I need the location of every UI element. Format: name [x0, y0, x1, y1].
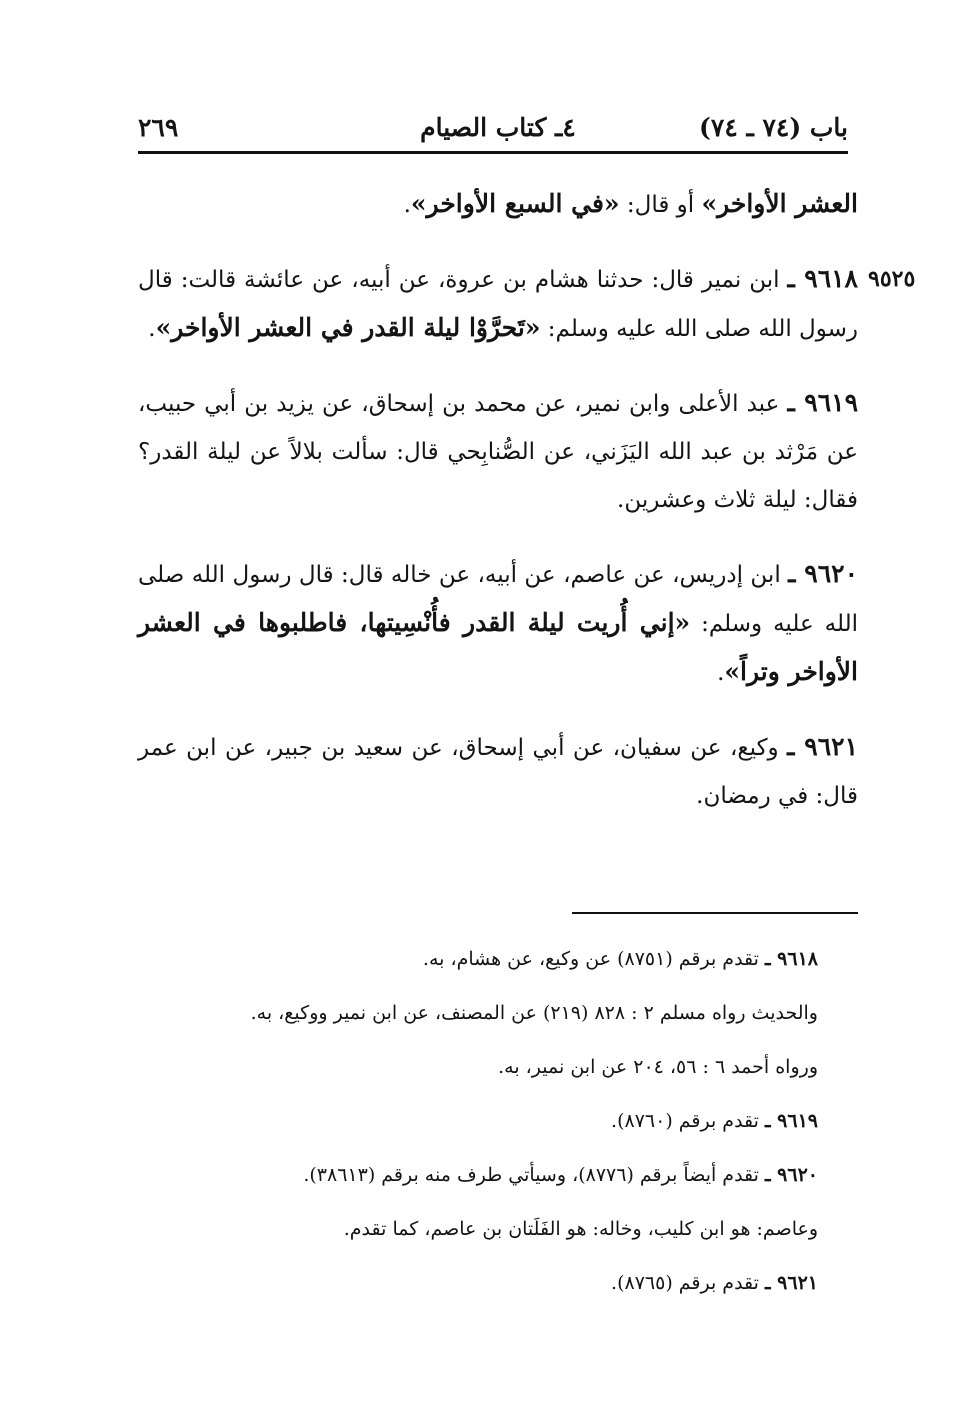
footnote-text: والحديث رواه مسلم ٢ : ٨٢٨ (٢١٩) عن المصنف، عن ابن نمير ووكيع، به. [250, 1002, 818, 1024]
footnote [138, 1256, 818, 1310]
footnote-number: ٩٦١٨ ـ [764, 948, 818, 970]
hadith-text: ابن نمير قال: حدثنا هشام بن عروة، عن أبيه، عن عائشة قالت: قال رسول الله صلى الله عليه وسلم: [138, 267, 858, 342]
quote-bold: العشر الأواخر» [701, 189, 858, 218]
footnote-text: تقدم برقم (٨٧٦٥). [611, 1272, 765, 1294]
hadith-text: عبد الأعلى وابن نمير، عن محمد بن إسحاق، عن يزيد بن أبي حبيب، عن مَرْثد بن عبد الله اليَزَني، عن الصُّنابِحي قال: سألت بلالاً عن ليلة القدر؟ فقال: ليلة ثلاث وعشرين. [138, 391, 858, 513]
footnote-number: ٩٦١٩ ـ [764, 1110, 818, 1132]
footnote-text: وعاصم: هو ابن كليب، وخاله: هو الفَلَتان بن عاصم، كما تقدم. [343, 1218, 818, 1240]
margin-reference-number: ٩٥٢٥ [868, 266, 916, 292]
hadith-9621 [138, 723, 858, 820]
footnote [138, 1148, 818, 1202]
footnote-text: تقدم أيضاً برقم (٨٧٧٦)، وسيأتي طرف منه برقم (٣٨٦١٣). [303, 1164, 765, 1186]
hadith-9620 [138, 550, 858, 697]
hadith-9619 [138, 379, 858, 524]
hadith-text: وكيع، عن سفيان، عن أبي إسحاق، عن سعيد بن جبير، عن ابن عمر قال: في رمضان. [138, 735, 858, 809]
footnote-text: تقدم برقم (٨٧٥١) عن وكيع، عن هشام، به. [422, 948, 765, 970]
continuation-line [138, 180, 858, 229]
footnote [138, 1040, 818, 1094]
footnote-number: ٩٦٢٠ ـ [764, 1164, 818, 1186]
header-divider [138, 151, 848, 154]
footnote [138, 1094, 818, 1148]
footnote-text: ورواه أحمد ٦ : ٥٦، ٢٠٤ عن ابن نمير، به. [498, 1056, 818, 1078]
footnote [138, 932, 818, 986]
footnote-divider [572, 912, 858, 914]
page-number: ٢٦٩ [138, 113, 179, 142]
footnote-text: تقدم برقم (٨٧٦٠). [611, 1110, 765, 1132]
continuation-text: أو قال: [619, 192, 702, 218]
hadith-number: ٩٦١٨ ـ [787, 264, 858, 293]
book-title: ٤ـ كتاب الصيام [420, 113, 576, 142]
hadith-number: ٩٦١٩ ـ [787, 388, 858, 417]
hadith-9618 [138, 255, 858, 353]
hadith-text: ابن إدريس، عن عاصم، عن أبيه، عن خاله قال: قال رسول الله صلى الله عليه وسلم: [138, 562, 858, 637]
end-punct: . [148, 316, 156, 342]
hadith-number: ٩٦٢٠ ـ [788, 559, 858, 588]
end-punct: . [717, 660, 725, 686]
hadith-quote: «تَحرَّوْا ليلة القدر في العشر الأواخر» [155, 313, 541, 342]
footnote-number: ٩٦٢١ ـ [764, 1272, 818, 1294]
main-text [138, 180, 858, 846]
running-header [138, 108, 858, 148]
footnotes [138, 932, 818, 1310]
chapter-heading: باب (٧٤ ـ ٧٤) [699, 113, 848, 142]
end-punct: . [403, 192, 411, 218]
footnote [138, 1202, 818, 1256]
footnote [138, 986, 818, 1040]
quote-bold: «في السبع الأواخر» [410, 189, 620, 218]
hadith-number: ٩٦٢١ ـ [787, 732, 858, 761]
hadith-quote: «إني أُريت ليلة القدر فأُنْسِيتها، فاطلبوها في العشر الأواخر وتراً» [138, 608, 858, 686]
